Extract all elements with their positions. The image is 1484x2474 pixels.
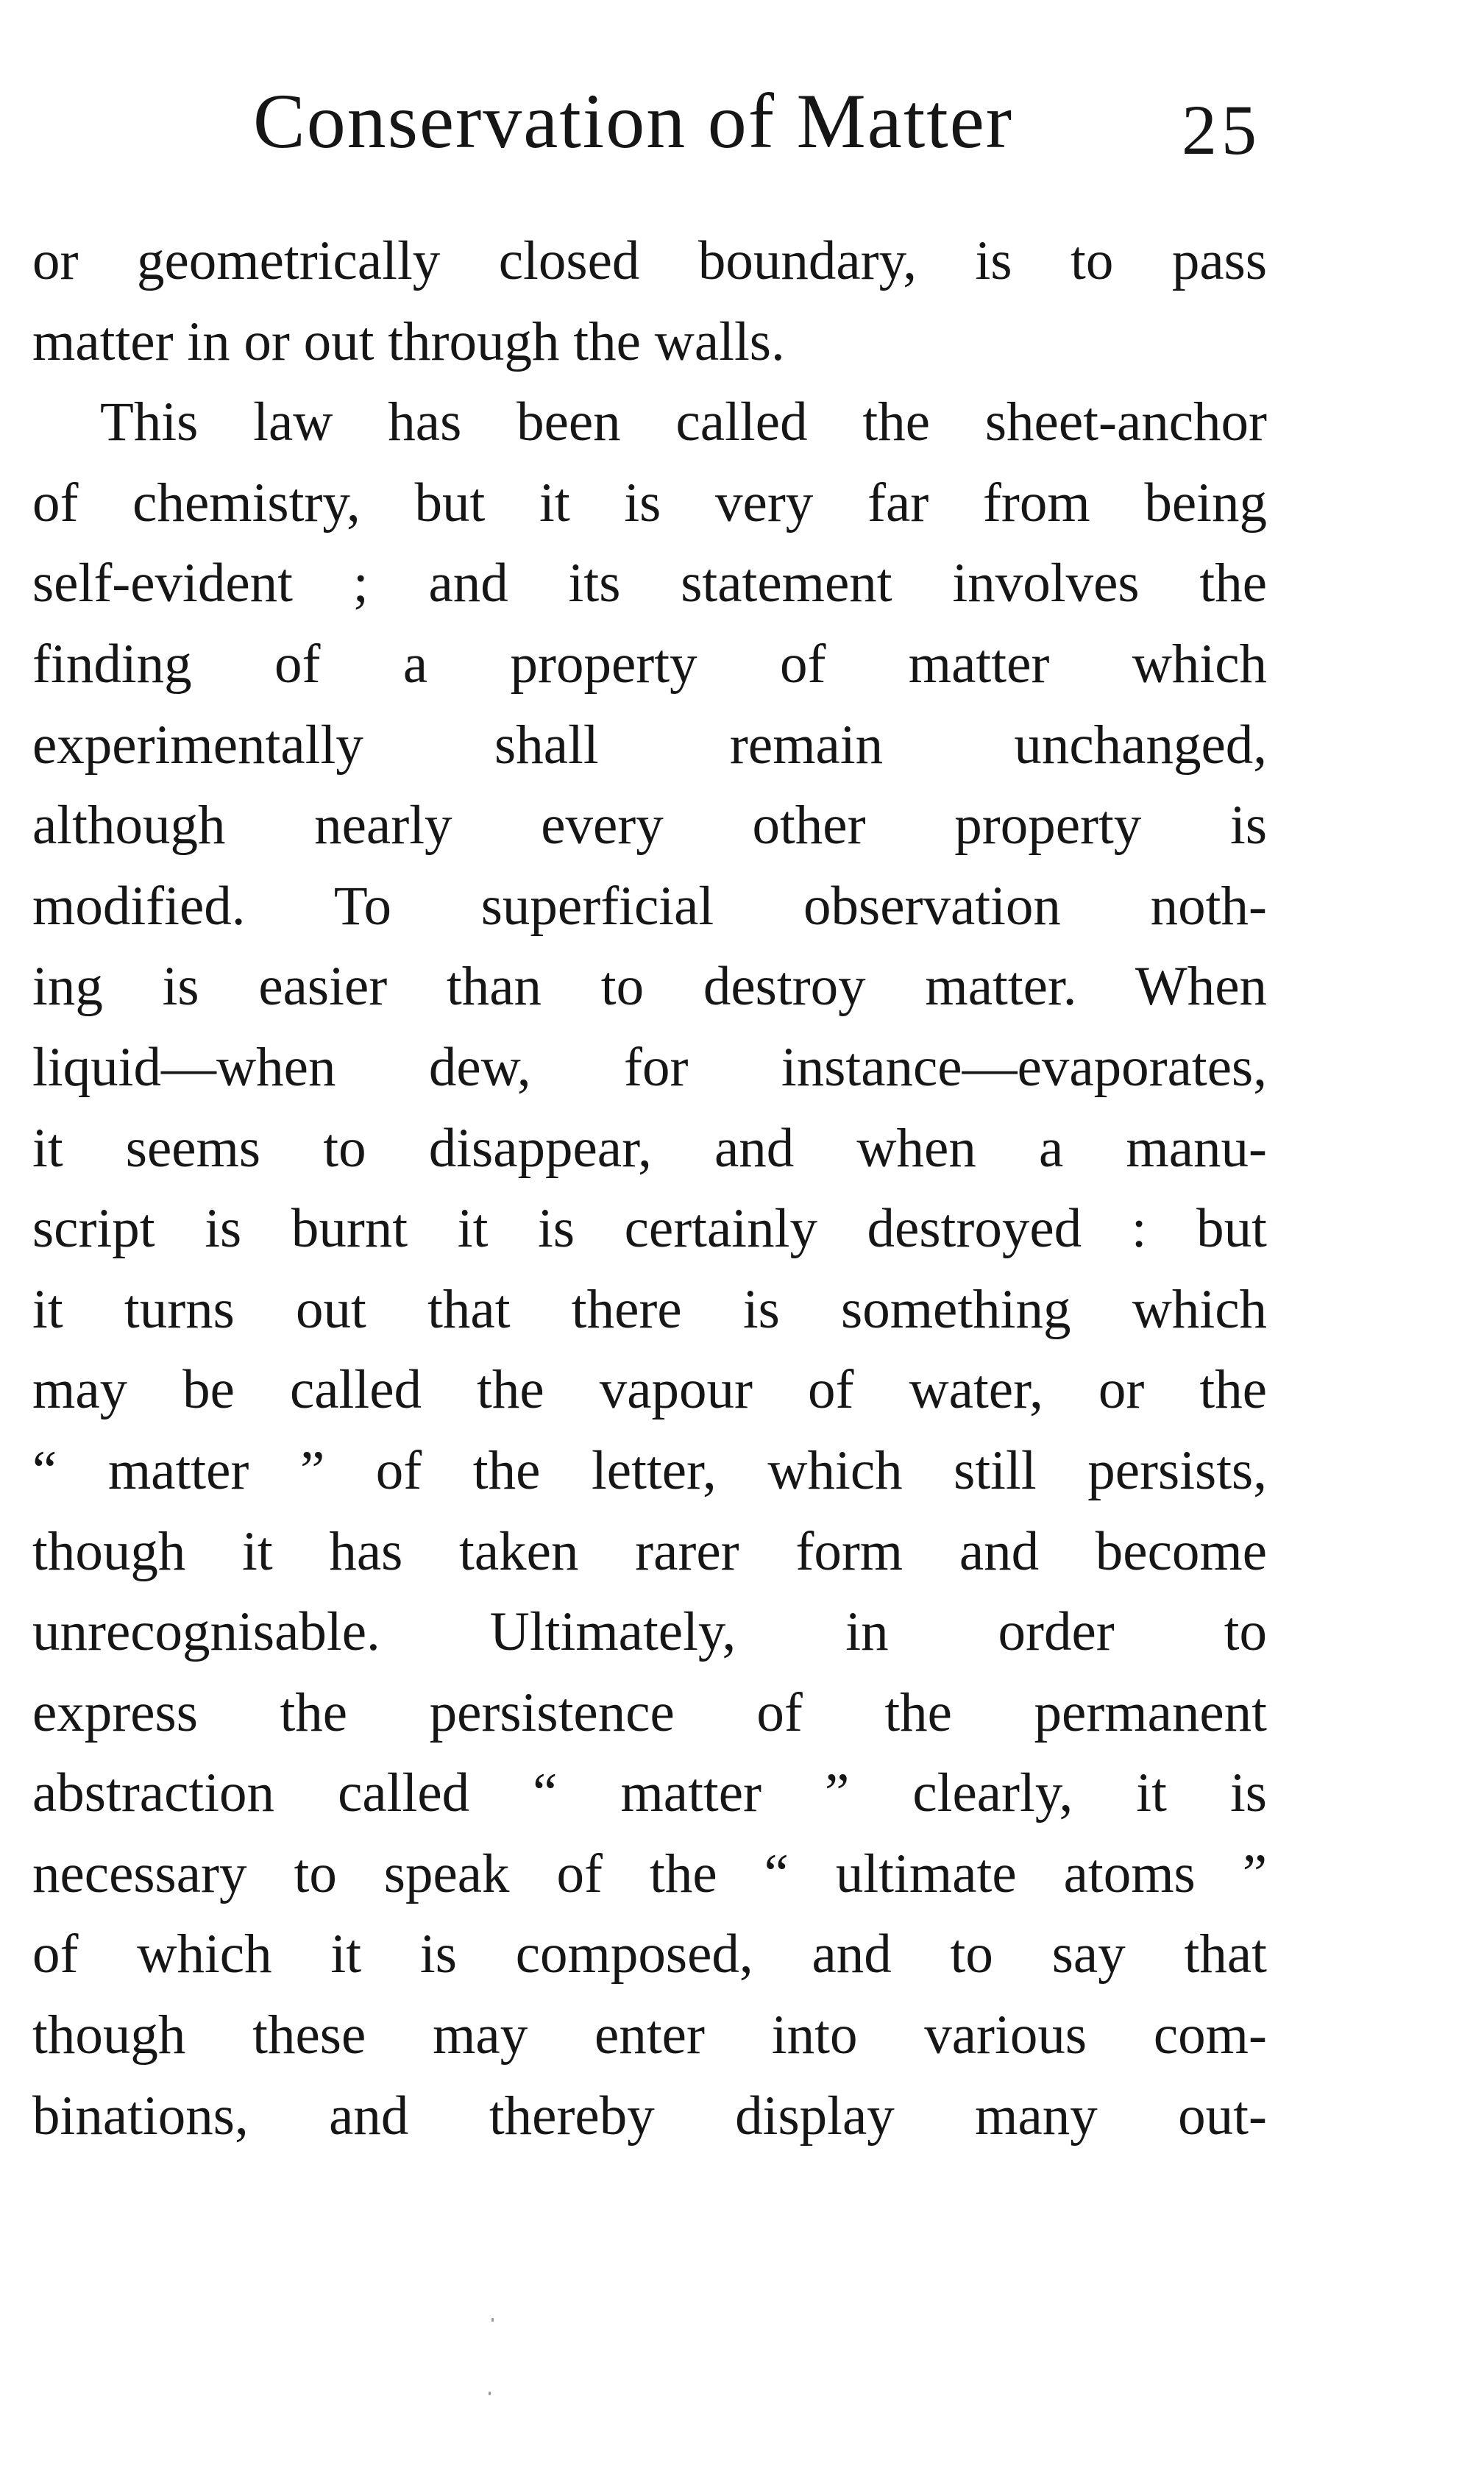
page-number: 25 (1182, 91, 1261, 169)
text-line: necessary to speak of the “ ultimate atoms ” (32, 1843, 1267, 1904)
text-line: script is burnt it is certainly destroyed : but (32, 1198, 1267, 1260)
body-text (32, 221, 1267, 2208)
text-line: binations, and thereby display many out- (32, 2085, 1267, 2147)
text-line: though these may enter into various com- (32, 2005, 1267, 2066)
text-line: of which it is composed, and to say that (32, 1924, 1267, 1985)
paper-speck (491, 2318, 494, 2322)
text-line: ing is easier than to destroy matter. When (32, 956, 1267, 1018)
text-line: or geometrically closed boundary, is to pass (32, 230, 1267, 291)
text-line: modified. To superficial observation noth- (32, 875, 1267, 937)
text-line: although nearly every other property is (32, 795, 1267, 857)
page-title: Conservation of Matter (253, 78, 1014, 164)
text-line: of chemistry, but it is very far from being (32, 472, 1267, 534)
text-line: matter in or out through the walls. (32, 311, 785, 372)
text-line: unrecognisable. Ultimately, in order to (32, 1601, 1267, 1663)
paper-speck (489, 2392, 491, 2395)
text-line: express the persistence of the permanent (32, 1681, 1267, 1743)
text-line: experimentally shall remain unchanged, (32, 714, 1267, 776)
text-line: it turns out that there is something which (32, 1278, 1267, 1340)
text-line: abstraction called “ matter ” clearly, it is (32, 1762, 1267, 1824)
text-line: self-evident ; and its statement involves the (32, 553, 1267, 614)
text-line: it seems to disappear, and when a manu- (32, 1117, 1267, 1179)
running-head (253, 74, 1261, 169)
text-line: finding of a property of matter which (32, 633, 1267, 695)
text-line: may be called the vapour of water, or the (32, 1359, 1267, 1421)
text-line: This law has been called the sheet-anchor (100, 391, 1267, 453)
text-line: “ matter ” of the letter, which still persists, (32, 1439, 1267, 1501)
text-line: though it has taken rarer form and become (32, 1520, 1267, 1582)
paper-specks (486, 2318, 500, 2406)
text-line: liquid—when dew, for instance—evaporates, (32, 1036, 1267, 1098)
